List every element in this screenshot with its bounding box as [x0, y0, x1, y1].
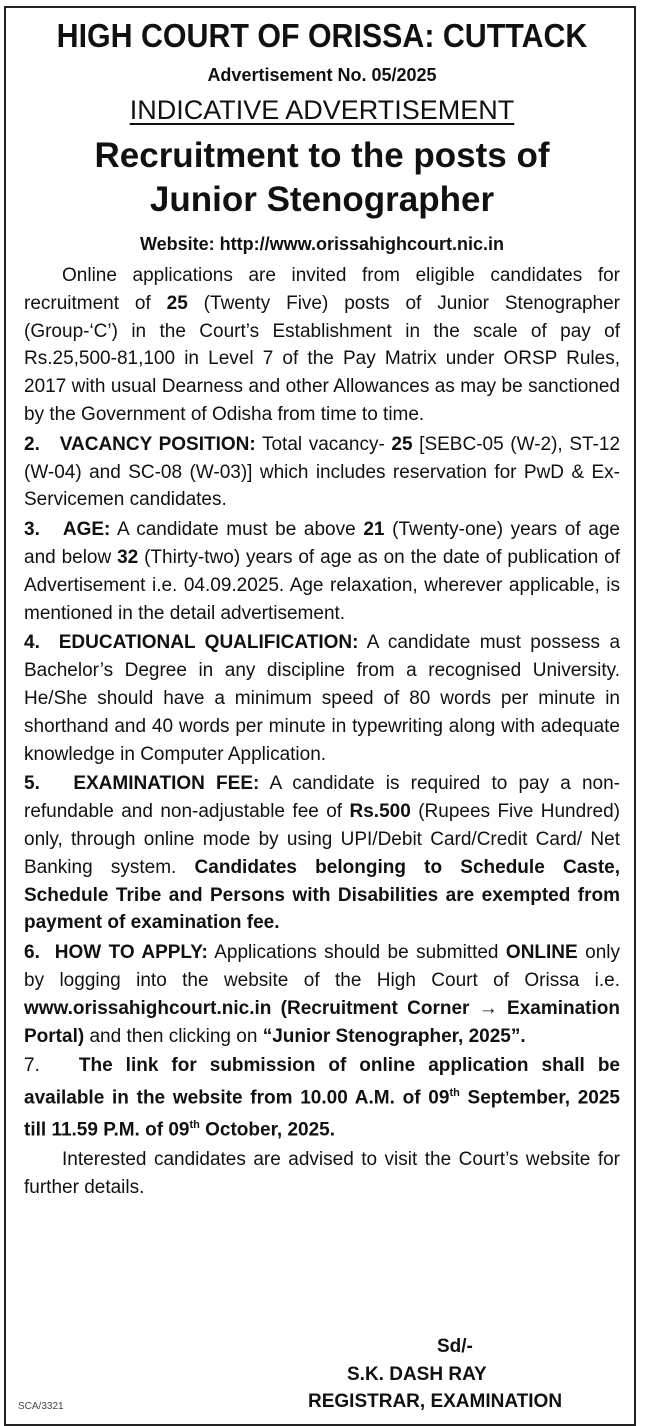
closing-paragraph: Interested candidates are advised to visit the Court’s website for further details. [24, 1149, 620, 1199]
section-link [24, 1052, 620, 1144]
section-heading: HOW TO APPLY: [54, 942, 208, 964]
section-education [24, 629, 620, 768]
section-text: Applications should be submitted [207, 942, 506, 964]
recruitment-heading-line1: Recruitment to the posts of [94, 136, 550, 175]
recruitment-heading [24, 134, 620, 222]
section-fee [24, 770, 620, 937]
section-text: (Twenty-one) years of age and below [24, 519, 620, 568]
section-apply [24, 939, 620, 1050]
intro-text-2: (Twenty Five) posts of Junior Stenographer (Group-‘C’) in the Court’s Establishment in the scale of pay of Rs.25,500-81,100 in Level 7 of the Pay Matrix under ORSP Rules, 2017 with usual Dearness and other Allowances as may be sanctioned by the Government of Odisha from time to time. [24, 292, 621, 425]
intro-paragraph [24, 262, 620, 429]
link-text-3: October, 2025. [199, 1119, 336, 1141]
section-text: A candidate is required to pay a non-refundable and non-adjustable fee of [24, 773, 621, 823]
section-number: 6. [24, 942, 40, 964]
section-number: 7. [24, 1055, 40, 1077]
vacancy-total: 25 [391, 433, 413, 455]
link-text-2: September, 2025 till 11.59 P.M. of 09 [24, 1087, 620, 1141]
fee-exemption: Candidates belonging to Schedule Caste, Schedule Tribe and Persons with Disabilities are exempted from payment of examination fee. [24, 856, 620, 934]
website-line: Website: http://www.orissahighcourt.nic.in [139, 234, 505, 254]
section-text: only by logging into the website of the High Court of Orissa i.e. [24, 942, 620, 991]
court-title: HIGH COURT OF ORISSA: CUTTACK [56, 17, 588, 54]
section-heading: VACANCY POSITION: [59, 433, 256, 455]
max-age: 32 [117, 546, 139, 568]
section-number: 5. [24, 773, 40, 795]
section-heading: AGE: [62, 519, 111, 541]
section-text: A candidate must possess a Bachelor’s Degree in any discipline from a recognised University. He/She should have a minimum speed of 80 words per minute in shorthand and 40 words per minute in typewriting along with adequate knowledge in Computer Application. [24, 632, 621, 765]
advertisement-type [24, 94, 620, 126]
section-text: and then clicking on [84, 1025, 263, 1047]
min-age: 21 [363, 519, 385, 541]
signature-sd: Sd/- [437, 1336, 473, 1357]
apply-link-name: “Junior Stenographer, 2025”. [262, 1025, 526, 1047]
section-number: 3. [24, 519, 40, 541]
signatory-role: REGISTRAR, EXAMINATION [308, 1391, 563, 1412]
advertisement-border [4, 6, 636, 1426]
section-text: [SEBC-05 (W-2), ST-12 (W-04) and SC-08 (W-03)] which includes reservation for PwD & Ex-Servicemen candidates. [24, 433, 621, 511]
advertisement-type-text: INDICATIVE ADVERTISEMENT [129, 95, 515, 125]
intro-text-1: Online applications are invited from eligible candidates for recruitment of [24, 265, 620, 314]
intro-posts-count: 25 [166, 292, 188, 314]
superscript: th [449, 1087, 460, 1100]
superscript: th [189, 1119, 200, 1132]
section-vacancy [24, 431, 620, 514]
fee-amount: Rs.500 [349, 801, 411, 823]
advertisement-body [6, 16, 634, 1202]
signatory-name: S.K. DASH RAY [347, 1364, 487, 1385]
section-text: (Rupees Five Hundred) only, through online mode by using UPI/Debit Card/Credit Card/ Net Banking system. [24, 801, 620, 878]
apply-mode: ONLINE [505, 942, 578, 964]
section-number: 4. [24, 632, 40, 654]
section-age [24, 516, 620, 627]
section-text: (Thirty-two) years of age as on the date of publication of Advertisement i.e. 04.09.2025. Age relaxation, wherever applicable, is mentioned in the detail advertisement. [24, 546, 620, 624]
section-text: A candidate must be above [110, 519, 364, 541]
advertisement-number: Advertisement No. 05/2025 [207, 65, 437, 85]
link-text-1: The link for submission of online application shall be available in the website from 10.00 A.M. of 09 [24, 1055, 620, 1109]
reference-code: SCA/3321 [18, 1401, 64, 1412]
section-heading: EXAMINATION FEE: [73, 773, 260, 795]
section-text: Total vacancy- [255, 433, 392, 455]
section-heading: EDUCATIONAL QUALIFICATION: [58, 632, 359, 654]
apply-website: www.orissahighcourt.nic.in (Recruitment Corner → Examination Portal) [24, 997, 620, 1047]
section-number: 2. [24, 433, 40, 455]
recruitment-heading-line2: Junior Stenographer [149, 180, 495, 219]
